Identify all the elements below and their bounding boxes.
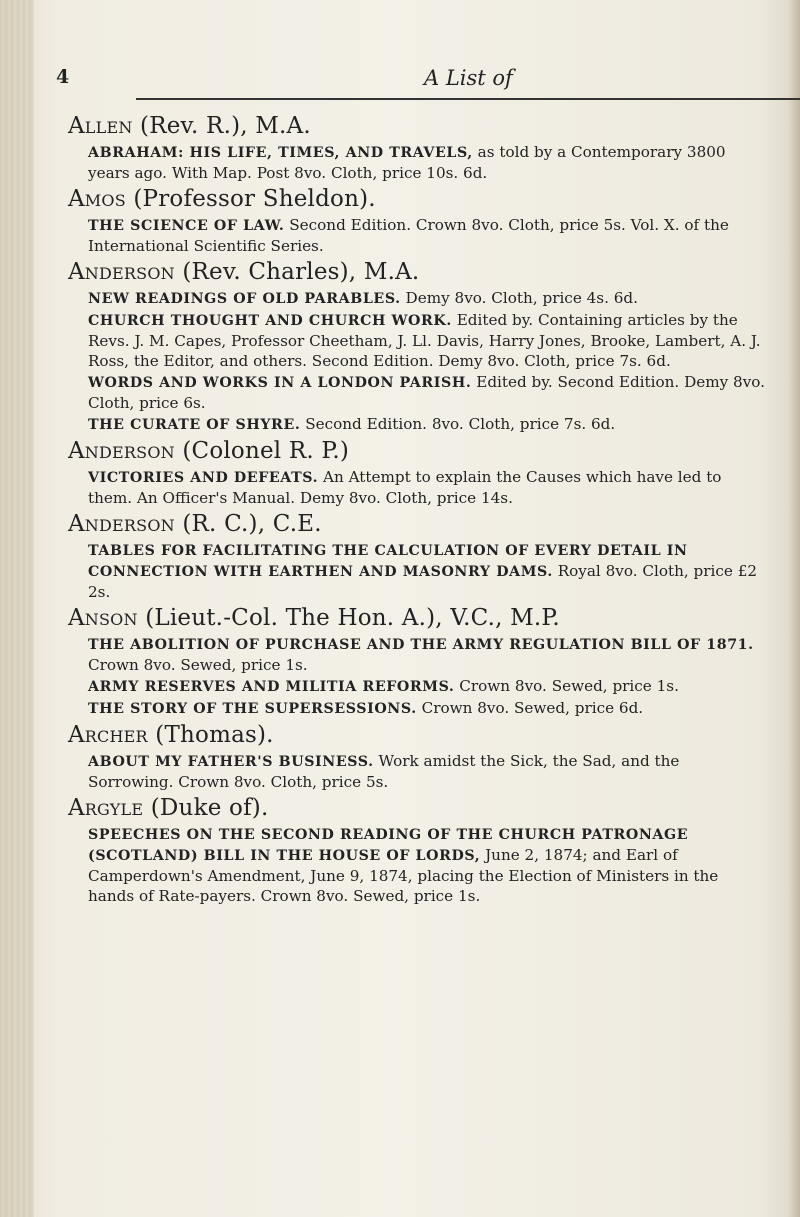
author-entry [68,112,768,183]
work-entry [68,467,768,508]
page-header [56,66,756,100]
author-details: (Lieut.-Col. The Hon. A.), V.C., M.P. [137,605,560,631]
author-surname: Anderson [68,511,175,537]
author-details: (R. C.), C.E. [174,511,322,537]
work-title: ABOUT MY FATHER'S BUSINESS. [88,754,374,770]
running-title: A List of [424,66,513,90]
work-title: THE ABOLITION OF PURCHASE AND THE ARMY REGULATION BILL OF 1871. [88,637,754,653]
work-description: Demy 8vo. Cloth, price 4s. 6d. [400,289,638,307]
author-heading [68,510,768,539]
work-entry [68,751,768,792]
work-title: NEW READINGS OF OLD PARABLES. [88,291,401,307]
author-details: (Professor Sheldon). [125,186,376,212]
author-surname: Anderson [68,259,175,285]
author-surname: Anderson [68,438,175,464]
author-heading [68,721,768,750]
work-description: Second Edition. Crown 8vo. Cloth, price 5s. Vol. X. of the International Scientific Series. [88,216,729,255]
catalogue-list [68,112,768,908]
work-title: TABLES FOR FACILITATING THE CALCULATION OF EVERY DETAIL IN CONNECTION WITH EARTHEN AND MASONRY DAMS. [88,543,688,580]
author-heading [68,794,768,823]
work-entry [68,698,768,719]
work-description: Second Edition. 8vo. Cloth, price 7s. 6d. [300,415,616,433]
work-description: Crown 8vo. Sewed, price 1s. [88,656,308,674]
author-details: (Duke of). [143,795,269,821]
author-surname: Anson [68,605,138,631]
author-heading [68,185,768,214]
work-title: ABRAHAM: HIS LIFE, TIMES, AND TRAVELS, [88,145,473,161]
work-description: An Attempt to explain the Causes which have led to them. An Officer's Manual. Demy 8vo. Cloth, price 14s. [88,468,722,507]
work-title: THE STORY OF THE SUPERSESSIONS. [88,701,417,717]
work-title: WORDS AND WORKS IN A LONDON PARISH. [88,375,472,391]
author-entry [68,258,768,435]
author-details: (Thomas). [147,722,274,748]
author-surname: Argyle [68,795,144,821]
work-title: CHURCH THOUGHT AND CHURCH WORK. [88,313,452,329]
work-description: Royal 8vo. Cloth, price £2 2s. [88,562,758,601]
author-details: (Rev. Charles), M.A. [174,259,420,285]
work-entry [68,634,768,675]
work-description: June 2, 1874; and Earl of Camperdown's Amendment, June 9, 1874, placing the Election of Ministers in the hands of Rate-payers. Crown 8vo. Sewed, price 1s. [88,846,719,905]
work-description: as told by a Contemporary 3800 years ago. With Map. Post 8vo. Cloth, price 10s. 6d. [88,143,726,182]
author-heading [68,437,768,466]
author-entry [68,721,768,792]
work-title: SPEECHES ON THE SECOND READING OF THE CHURCH PATRONAGE (SCOTLAND) BILL IN THE HOUSE OF LORDS, [88,827,689,864]
work-entry [68,676,768,697]
work-entry [68,414,768,435]
binding-gutter [0,0,34,1217]
work-entry [68,288,768,309]
author-entry [68,185,768,256]
work-title: ARMY RESERVES AND MILITIA REFORMS. [88,679,455,695]
work-entry [68,540,768,602]
work-description: Crown 8vo. Sewed, price 1s. [454,677,679,695]
author-surname: Amos [68,186,126,212]
page-number: 4 [56,66,70,88]
author-surname: Allen [68,113,133,139]
work-description: Edited by. Containing articles by the Revs. J. M. Capes, Professor Cheetham, J. Ll. Davis, Harry Jones, Brooke, Lambert, A. J. Ross, the Editor, and others. Second Edition. Demy 8vo. Cloth, price 7s. 6d. [88,311,761,370]
author-heading [68,604,768,633]
work-description: Work amidst the Sick, the Sad, and the Sorrowing. Crown 8vo. Cloth, price 5s. [88,752,680,791]
author-entry [68,510,768,602]
author-details: (Colonel R. P.) [174,438,350,464]
author-heading [68,258,768,287]
page-edge [788,0,800,1217]
header-rule [136,98,800,100]
work-title: VICTORIES AND DEFEATS. [88,470,319,486]
work-title: THE SCIENCE OF LAW. [88,218,285,234]
work-title: THE CURATE OF SHYRE. [88,417,301,433]
work-description: Crown 8vo. Sewed, price 6d. [416,699,644,717]
author-surname: Archer [68,722,148,748]
author-heading [68,112,768,141]
work-entry [68,142,768,183]
author-entry [68,604,768,719]
work-entry [68,372,768,413]
work-description: Edited by. Second Edition. Demy 8vo. Cloth, price 6s. [88,373,765,412]
author-entry [68,437,768,508]
work-entry [68,310,768,371]
work-entry [68,824,768,906]
work-entry [68,215,768,256]
author-entry [68,794,768,906]
author-details: (Rev. R.), M.A. [132,113,311,139]
